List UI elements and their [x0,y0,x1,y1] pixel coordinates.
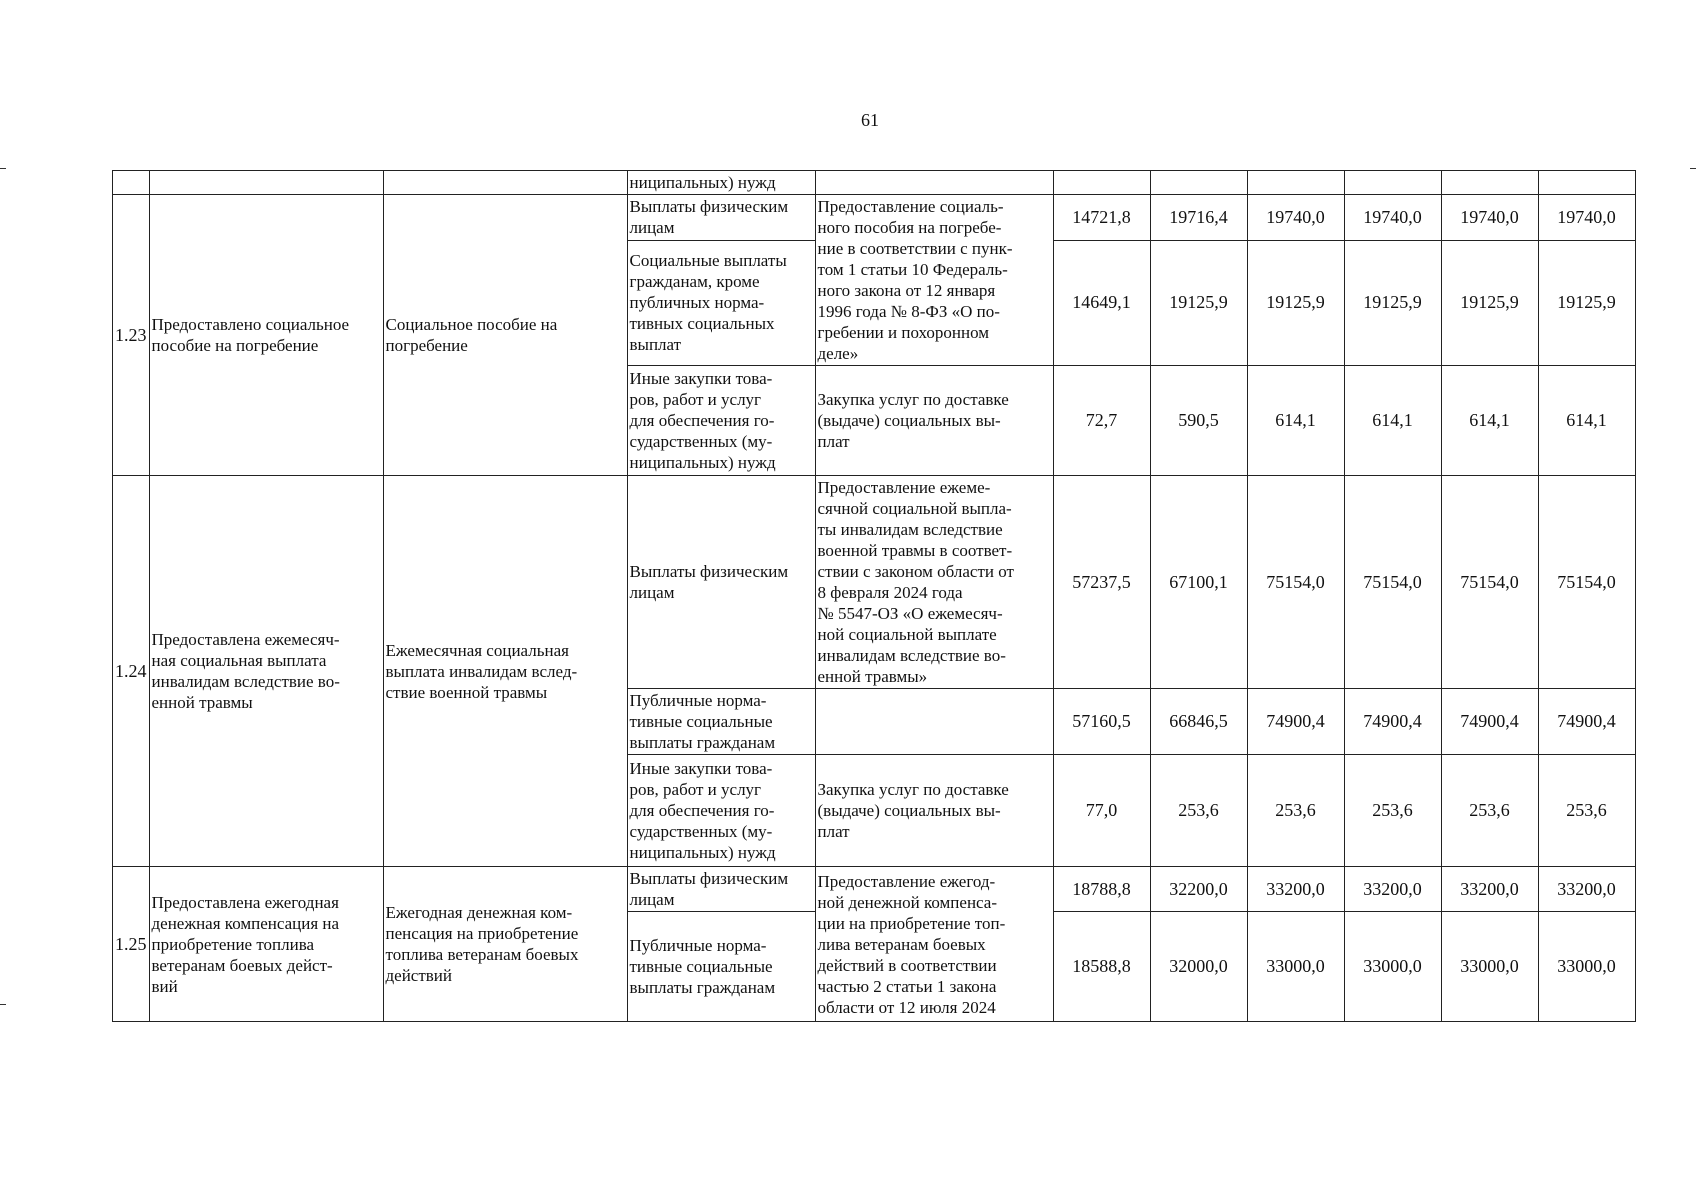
expense-type-cell-line: Выплаты физическим [629,562,789,581]
scan-margin-mark [1690,168,1696,169]
value-cell: 33200,0 [1538,867,1635,912]
basis-cell [815,366,1053,476]
value-cell: 33000,0 [1344,912,1441,1022]
result-cell-line: ветеранам боевых дейст- [151,955,333,975]
result-cell: Предоставлено социальное пособие на погребение [149,195,383,476]
result-cell [149,171,383,195]
value-cell: 33200,0 [1441,867,1538,912]
value-cell: 66846,5 [1150,689,1247,755]
event-cell [383,171,627,195]
basis-cell-line: сячной социальной выпла- [817,499,1012,518]
result-cell-line: Предоставлена ежемесяч- [151,630,340,649]
value-cell: 19125,9 [1150,240,1247,365]
expense-type-cell-line: гражданам, кроме [629,272,760,292]
basis-cell-line: лива ветеранам боевых [817,934,986,954]
event-cell-line: топлива ветеранам боевых [385,945,579,964]
value-cell: 614,1 [1247,366,1344,476]
value-cell: 614,1 [1344,366,1441,476]
value-cell: 614,1 [1538,366,1635,476]
event-cell-line: действий [385,966,452,985]
basis-cell-line: деле» [817,344,859,363]
basis-cell-line: (выдаче) социальных вы- [817,801,1001,820]
value-cell: 19740,0 [1344,195,1441,241]
expense-type-cell-line: Выплаты физическим [629,869,789,888]
table-row-continuation [113,171,1636,195]
basis-cell-line: Предоставление социаль- [817,197,1004,216]
basis-cell-line: ного закона от 12 января [817,281,996,300]
event-cell-line: пенсация на приобретение [385,924,579,943]
page-number: 61 [861,110,879,130]
expense-type-cell-line: Публичные норма- [629,936,767,955]
value-cell [1150,171,1247,195]
basis-cell-line: области от 12 июля 2024 [817,997,996,1017]
value-cell: 67100,1 [1150,476,1247,689]
value-cell: 77,0 [1053,755,1150,867]
value-cell: 75154,0 [1441,476,1538,689]
table-row [113,867,1636,912]
expense-type-cell-line: ниципальных) нужд [629,843,776,862]
budget-table [112,170,1636,1022]
basis-cell-line: военной травмы в соответ- [817,541,1013,560]
expense-type-cell-line: Иные закупки това- [629,759,773,778]
basis-cell-line: № 5547-ОЗ «О ежемесяч- [817,604,1003,623]
event-cell-line: выплата инвалидам вслед- [385,661,578,681]
value-cell: 18788,8 [1053,867,1150,912]
basis-cell-line: инвалидам вследствие во- [817,646,1006,665]
value-cell: 19125,9 [1538,240,1635,365]
value-cell: 57237,5 [1053,476,1150,689]
value-cell: 33000,0 [1538,912,1635,1022]
value-cell: 75154,0 [1538,476,1635,689]
expense-type-cell [627,689,815,755]
basis-cell [815,476,1053,689]
basis-cell [815,195,1053,366]
value-cell: 19740,0 [1247,195,1344,241]
expense-type-cell-line: тивные социальные [629,712,773,731]
result-cell [149,867,383,1022]
value-cell: 14649,1 [1053,240,1150,365]
basis-cell-line: ние в соответствии с пунк- [817,239,1013,258]
value-cell [1344,171,1441,195]
value-cell: 74900,4 [1441,689,1538,755]
expense-type-cell [627,755,815,867]
expense-type-cell-line: ров, работ и услуг [629,780,762,799]
basis-cell-line: енной травмы» [817,667,928,686]
event-cell: Социальное пособие на погребение [383,195,627,476]
event-cell-line: Ежемесячная социальная [385,640,569,660]
value-cell [1053,171,1150,195]
expense-type-cell-line: для обеспечения го- [629,411,775,430]
expense-type-cell-line: ров, работ и услуг [629,390,762,409]
basis-cell-line: ции на приобретение топ- [817,913,1006,933]
expense-type-cell-line: Выплаты физическим [629,197,789,217]
value-cell: 253,6 [1247,755,1344,867]
value-cell: 19740,0 [1538,195,1635,241]
value-cell: 19125,9 [1344,240,1441,365]
basis-cell-line: частью 2 статьи 1 закона [817,976,997,996]
result-cell-line: ная социальная выплата [151,651,327,670]
index-cell [113,171,150,195]
expense-type-cell [627,867,815,912]
event-cell-line: ствие военной травмы [385,682,548,702]
expense-type-cell-line: Социальные выплаты [629,251,787,271]
basis-cell-line: Предоставление ежеме- [817,478,991,497]
value-cell: 19125,9 [1441,240,1538,365]
basis-cell-line: плат [817,432,850,451]
value-cell [1441,171,1538,195]
basis-cell-line: действий в соответствии [817,955,997,975]
expense-type-cell-line: выплат [629,335,682,355]
index-cell: 1.24 [113,476,150,867]
result-cell-line: енной травмы [151,693,253,712]
expense-type-cell-line: Публичные норма- [629,691,767,710]
expense-type-cell-line: публичных норма- [629,293,765,313]
basis-cell-line: Закупка услуг по доставке [817,390,1009,409]
basis-cell [815,171,1053,195]
scan-margin-mark [0,1004,6,1005]
expense-type-cell-line: ниципальных) нужд [629,453,776,472]
event-cell-line: Ежегодная денежная ком- [385,903,573,922]
event-cell [383,867,627,1022]
value-cell: 253,6 [1150,755,1247,867]
value-cell: 253,6 [1344,755,1441,867]
value-cell: 74900,4 [1247,689,1344,755]
basis-cell-line: ного пособия на погребе- [817,218,1002,237]
basis-cell-line: ной денежной компенса- [817,892,998,912]
value-cell: 74900,4 [1538,689,1635,755]
expense-type-cell-line: лицам [629,218,675,238]
basis-cell-line: 1996 года № 8-ФЗ «О по- [817,302,1000,321]
value-cell: 32000,0 [1150,912,1247,1022]
expense-type-cell-line: выплаты гражданам [629,978,776,997]
basis-cell-line: ты инвалидам вследствие [817,520,1003,539]
value-cell: 253,6 [1538,755,1635,867]
value-cell: 14721,8 [1053,195,1150,241]
result-cell-line: приобретение топлива [151,934,315,954]
value-cell: 74900,4 [1344,689,1441,755]
event-cell [383,476,627,867]
result-cell-line: вий [151,976,178,996]
basis-cell [815,867,1053,1022]
expense-type-cell-line: тивные социальные [629,957,773,976]
expense-type-cell-line: выплаты гражданам [629,733,776,752]
expense-type-cell-line: тивных социальных [629,314,775,334]
value-cell [1247,171,1344,195]
value-cell: 590,5 [1150,366,1247,476]
expense-type-cell-line: сударственных (му- [629,432,773,451]
value-cell: 33200,0 [1247,867,1344,912]
basis-cell-line: ствии с законом области от [817,562,1014,581]
value-cell [1538,171,1635,195]
value-cell: 33200,0 [1344,867,1441,912]
value-cell: 57160,5 [1053,689,1150,755]
basis-cell [815,689,1053,755]
basis-cell-line: том 1 статьи 10 Федераль- [817,260,1008,279]
value-cell: 614,1 [1441,366,1538,476]
expense-type-cell-line: лицам [629,583,675,602]
value-cell: 253,6 [1441,755,1538,867]
value-cell: 19740,0 [1441,195,1538,241]
basis-cell-line: ной социальной выплате [817,625,997,644]
expense-type-cell [627,195,815,241]
value-cell: 19716,4 [1150,195,1247,241]
basis-cell-line: плат [817,822,850,841]
value-cell: 19125,9 [1247,240,1344,365]
value-cell: 33000,0 [1441,912,1538,1022]
table-row [113,195,1636,241]
basis-cell-line: (выдаче) социальных вы- [817,411,1001,430]
index-cell: 1.23 [113,195,150,476]
result-cell-line: денежная компенсация на [151,913,340,933]
expense-type-cell-line: для обеспечения го- [629,801,775,820]
value-cell: 18588,8 [1053,912,1150,1022]
value-cell: 32200,0 [1150,867,1247,912]
table-row [113,476,1636,689]
basis-cell-line: 8 февраля 2024 года [817,583,963,602]
expense-type-cell: ниципальных) нужд [627,171,815,195]
result-cell-line: инвалидам вследствие во- [151,672,340,691]
index-cell: 1.25 [113,867,150,1022]
expense-type-cell [627,366,815,476]
expense-type-cell-line: лицам [629,890,675,909]
result-cell-line: Предоставлена ежегодная [151,892,339,912]
value-cell: 72,7 [1053,366,1150,476]
result-cell [149,476,383,867]
value-cell: 75154,0 [1344,476,1441,689]
expense-type-cell [627,476,815,689]
value-cell: 33000,0 [1247,912,1344,1022]
expense-type-cell-line: сударственных (му- [629,822,773,841]
expense-type-cell-line: Иные закупки това- [629,369,773,388]
basis-cell-line: гребении и похоронном [817,323,990,342]
expense-type-cell [627,240,815,365]
scan-margin-mark [0,168,6,169]
basis-cell-line: Предоставление ежегод- [817,871,996,891]
basis-cell-line: Закупка услуг по доставке [817,780,1009,799]
basis-cell [815,755,1053,867]
expense-type-cell [627,912,815,1022]
value-cell: 75154,0 [1247,476,1344,689]
